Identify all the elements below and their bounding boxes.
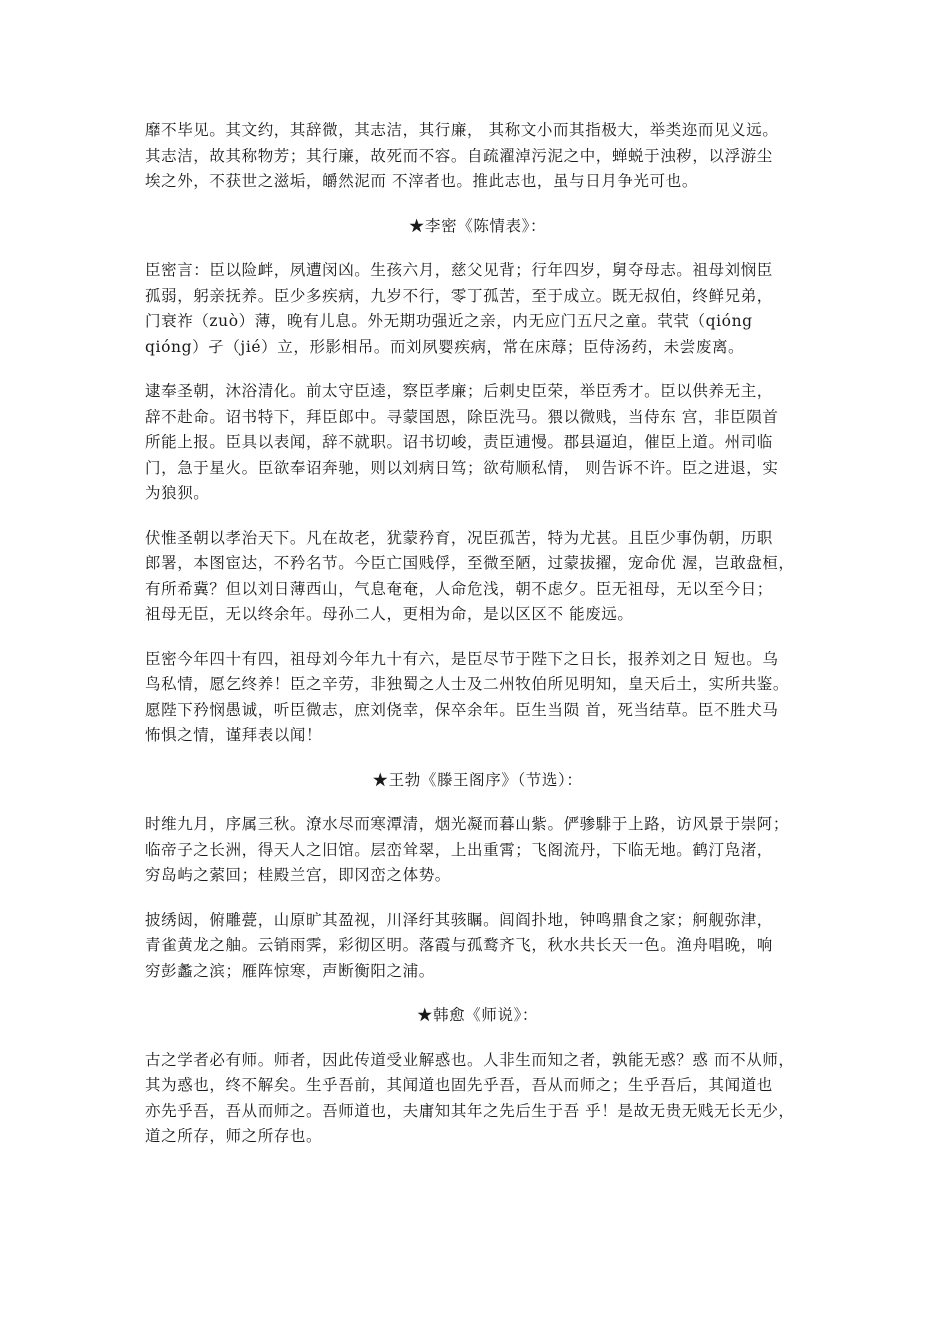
text-line: 临帝子之长洲，得天人之旧馆。层峦耸翠，上出重霄；飞阁流丹，下临无地。鹤汀凫渚， bbox=[145, 840, 773, 859]
paragraph-chen-qing-2 bbox=[145, 379, 810, 507]
text-line: 青雀黄龙之舳。云销雨霁，彩彻区明。落霞与孤鹜齐飞，秋水共长天一色。渔舟唱晚，响 bbox=[145, 936, 773, 954]
section-heading-teng-wang-ge-xu: ★王勃《滕王阁序》（节选）： bbox=[372, 770, 583, 789]
section-heading-shi-shuo: ★韩愈《师说》： bbox=[416, 1006, 539, 1024]
text-line: 臣密言：臣以险衅，夙遭闵凶。生孩六月，慈父见背；行年四岁，舅夺母志。祖母刘悯臣 bbox=[145, 261, 773, 279]
text-line: 穷岛屿之萦回；桂殿兰宫，即冈峦之体势。 bbox=[145, 866, 451, 884]
text-line: 怖惧之情，谨拜表以闻！ bbox=[145, 726, 323, 744]
paragraph-chen-qing-1 bbox=[145, 258, 810, 360]
text-line: 伏惟圣朝以孝治天下。凡在故老，犹蒙矜育，况臣孤苦，特为尤甚。且臣少事伪朝，历职 bbox=[145, 528, 773, 547]
text-line: 孤弱，躬亲抚养。臣少多疾病，九岁不行，零丁孤苦，至于成立。既无叔伯，终鲜兄弟， bbox=[145, 286, 773, 305]
text-line: 郎署，本图宦达，不矜名节。今臣亡国贱俘，至微至陋，过蒙拔擢，宠命优 渥，岂敢盘桓， bbox=[145, 554, 795, 572]
text-line: 所能上报。臣具以表闻，辞不就职。诏书切峻，责臣逋慢。郡县逼迫，催臣上道。州司临 bbox=[145, 433, 773, 451]
section-heading-chen-qing-biao: ★李密《陈情表》： bbox=[408, 216, 547, 235]
text-line: 有所希冀？但以刘日薄西山，气息奄奄，人命危浅，朝不虑夕。臣无祖母，无以至今日； bbox=[145, 579, 773, 598]
text-line: 其志洁，故其称物芳；其行廉，故死而不容。自疏濯淖污泥之中，蝉蜕于浊秽，以浮游尘 bbox=[145, 146, 773, 165]
paragraph-teng-wang-2 bbox=[145, 908, 810, 985]
paragraph-qu-yuan-praise bbox=[145, 118, 810, 195]
text-line: 愿陛下矜悯愚诚，听臣微志，庶刘侥幸，保卒余年。臣生当陨 首，死当结草。臣不胜犬马 bbox=[145, 700, 779, 719]
text-line: 门，急于星火。臣欲奉诏奔驰，则以刘病日笃；欲苟顺私情， 则告诉不许。臣之进退，实 bbox=[145, 458, 779, 477]
text-line: 逮奉圣朝，沐浴清化。前太守臣逵，察臣孝廉；后刺史臣荣，举臣秀才。臣以供养无主， bbox=[145, 382, 773, 400]
paragraph-teng-wang-1 bbox=[145, 812, 810, 889]
paragraph-shi-shuo bbox=[145, 1048, 810, 1150]
text-line: 为狼狈。 bbox=[145, 484, 210, 502]
text-line: 门衰祚（zuò）薄，晚有儿息。外无期功强近之亲，内无应门五尺之童。茕茕（qióng bbox=[145, 312, 753, 330]
text-line: 亦先乎吾，吾从而师之。吾师道也，夫庸知其年之先后生于吾 乎！是故无贵无贱无长无少， bbox=[145, 1101, 795, 1120]
text-line: 披绣闼，俯雕甍，山原旷其盈视，川泽纡其骇瞩。闾阎扑地，钟鸣鼎食之家；舸舰弥津， bbox=[145, 910, 773, 929]
text-line: 穷彭蠡之滨；雁阵惊寒，声断衡阳之浦。 bbox=[145, 961, 435, 980]
text-line: 其为惑也，终不解矣。生乎吾前，其闻道也固先乎吾，吾从而师之；生乎吾后，其闻道也 bbox=[145, 1076, 773, 1094]
document-page bbox=[145, 118, 810, 1169]
text-line: 鸟私情，愿乞终养！臣之辛劳，非独蜀之人士及二州牧伯所见明知，皇天后土，实所共鉴。 bbox=[145, 675, 790, 693]
paragraph-chen-qing-3 bbox=[145, 526, 810, 628]
text-line: 道之所存，师之所存也。 bbox=[145, 1127, 323, 1145]
text-line: qióng）孑（jié）立，形影相吊。而刘夙婴疾病，常在床蓐；臣侍汤药，未尝废离。 bbox=[145, 337, 745, 356]
text-line: 臣密今年四十有四，祖母刘今年九十有六，是臣尽节于陛下之日长，报养刘之日 短也。乌 bbox=[145, 649, 779, 668]
text-line: 辞不赴命。诏书特下，拜臣郎中。寻蒙国恩，除臣洗马。猥以微贱，当侍东 宫，非臣陨首 bbox=[145, 407, 779, 426]
text-line: 靡不毕见。其文约，其辞微，其志洁，其行廉， 其称文小而其指极大，举类迩而见义远。 bbox=[145, 121, 779, 139]
paragraph-chen-qing-4 bbox=[145, 647, 810, 749]
text-line: 埃之外，不获世之滋垢，皭然泥而 不滓者也。推此志也，虽与日月争光可也。 bbox=[145, 172, 698, 190]
text-line: 祖母无臣，无以终余年。母孙二人，更相为命，是以区区不 能废远。 bbox=[145, 605, 634, 623]
text-line: 时维九月，序属三秋。潦水尽而寒潭清，烟光凝而暮山紫。俨骖騑于上路，访风景于崇阿； bbox=[145, 815, 790, 833]
text-line: 古之学者必有师。师者，因此传道受业解惑也。人非生而知之者，孰能无惑？惑 而不从师， bbox=[145, 1050, 795, 1069]
